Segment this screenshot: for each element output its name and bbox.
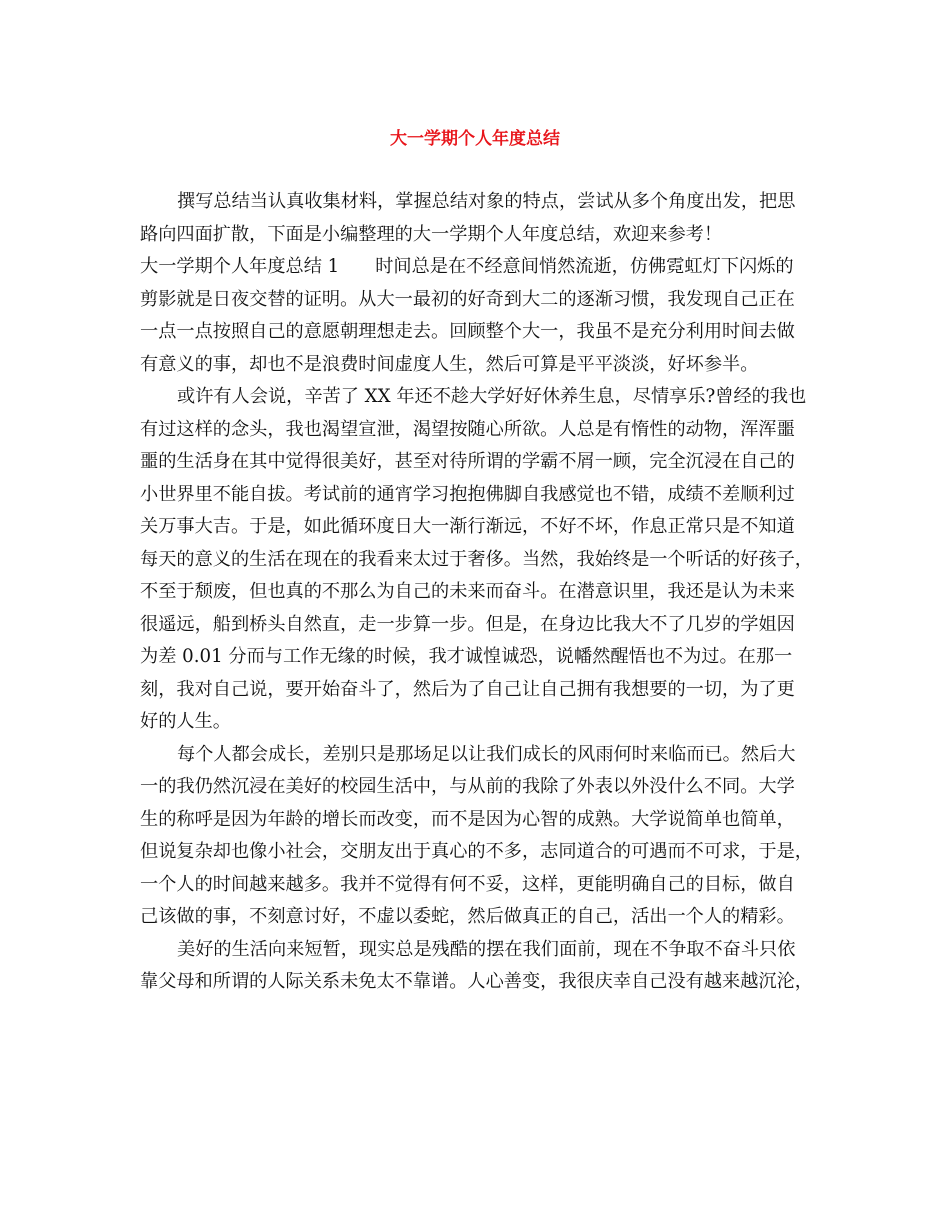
text-line: 但说复杂却也像小社会，交朋友出于真心的不多，志同道合的可遇而不可求，于是， [140, 841, 813, 862]
text-line: 噩的生活身在其中觉得很美好，甚至对待所谓的学霸不屑一顾，完全沉浸在自己的 [140, 451, 795, 472]
text-line: 生的称呼是因为年龄的增长而改变，而不是因为心智的成熟。大学说简单也简单， [140, 808, 795, 830]
text-line: 剪影就是日夜交替的证明。从大一最初的好奇到大二的逐渐习惯，我发现自己正在 [140, 288, 795, 310]
text-line: 路向四面扩散，下面是小编整理的大一学期个人年度总结，欢迎来参考！ [140, 223, 723, 245]
text-line: 一个人的时间越来越多。我并不觉得有何不妥，这样，更能明确自己的目标，做自 [140, 873, 795, 895]
text-line: 靠父母和所谓的人际关系未免太不靠谱。人心善变，我很庆幸自己没有越来越沉沦， [140, 971, 813, 992]
document-title: 大一学期个人年度总结 [390, 129, 560, 149]
text-line: 关万事大吉。于是，如此循环度日大一渐行渐远，不好不坏，作息正常只是不知道 [140, 516, 795, 537]
document-body [140, 186, 820, 999]
text-line: 撰写总结当认真收集材料，掌握总结对象的特点，尝试从多个角度出发，把思 [177, 191, 796, 212]
text-line: 每天的意义的生活在现在的我看来太过于奢侈。当然，我始终是一个听话的好孩子， [140, 548, 813, 570]
text-line: 一的我仍然沉浸在美好的校园生活中，与从前的我除了外表以外没什么不同。大学 [140, 776, 795, 797]
text-line: 不至于颓废，但也真的不那么为自己的未来而奋斗。在潜意识里，我还是认为未来 [140, 581, 795, 602]
text-line: 美好的生活向来短暂，现实总是残酷的摆在我们面前，现在不争取不奋斗只依 [177, 938, 796, 960]
text-line: 己该做的事，不刻意讨好，不虚以委蛇，然后做真正的自己，活出一个人的精彩。 [140, 906, 795, 927]
text-line: 很遥远，船到桥头自然直，走一步算一步。但是，在身边比我大不了几岁的学姐因 [140, 613, 795, 635]
text-line: 或许有人会说，辛苦了 XX 年还不趁大学好好休养生息，尽情享乐?曾经的我也 [177, 386, 807, 407]
text-line: 一点一点按照自己的意愿朝理想走去。回顾整个大一，我虽不是充分利用时间去做 [140, 321, 795, 342]
text-line: 为差 0.01 分而与工作无缘的时候，我才诚惶诚恐，说幡然醒悟也不为过。在那一 [140, 646, 793, 667]
text-line: 每个人都会成长，差别只是那场足以让我们成长的风雨何时来临而已。然后大 [177, 743, 796, 765]
text-line: 刻，我对自己说，要开始奋斗了，然后为了自己让自己拥有我想要的一切，为了更 [140, 678, 795, 700]
section-heading: 大一学期个人年度总结 1 [140, 256, 340, 277]
text-line: 好的人生。 [140, 711, 231, 732]
text-line: 有意义的事，却也不是浪费时间虚度人生，然后可算是平平淡淡，好坏参半。 [140, 353, 759, 375]
text-line: 小世界里不能自拔。考试前的通宵学习抱抱佛脚自我感觉也不错，成绩不差顺利过 [140, 483, 795, 505]
text-line [140, 251, 820, 284]
text-line: 有过这样的念头，我也渴望宣泄，渴望按随心所欲。人总是有惰性的动物，浑浑噩 [140, 418, 795, 440]
text-segment: 时间总是在不经意间悄然流逝，仿佛霓虹灯下闪烁的 [375, 256, 794, 277]
